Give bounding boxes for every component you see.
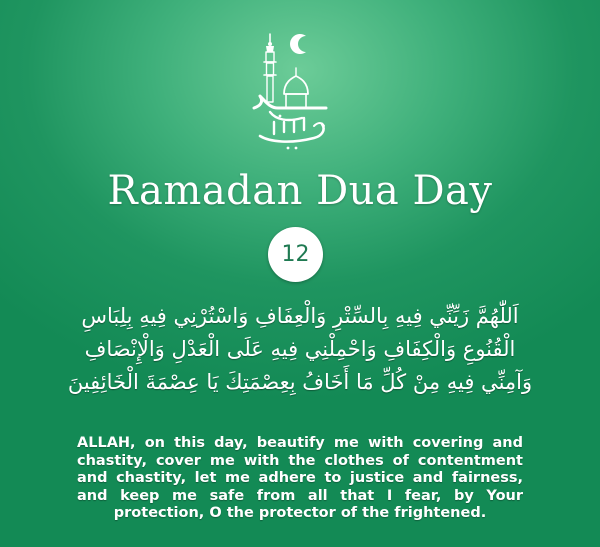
dua-translation: ALLAH, on this day, beautify me with covering and chastity, cover me with the clothes of contentment and chastity, let me adhere to justice and fairness, and keep me safe from all that I fear, by Your protection, O the protector of the frightened. [77, 435, 523, 522]
ramadan-mosque-calligraphy-icon [230, 22, 370, 162]
day-number: 12 [281, 242, 310, 267]
arabic-line: الْقُنُوعِ وَالْكِفَافِ وَاحْمِلْنِي فِيهِ عَلَى الْعَدْلِ وَالْإِنْصَافِ [84, 337, 516, 361]
day-badge [268, 227, 323, 282]
arabic-dua [60, 300, 540, 399]
page-title: Ramadan Dua Day [107, 168, 493, 214]
arabic-line: وَآمِنِّي فِيهِ مِنْ كُلِّ مَا أَخَافُ بِعِصْمَتِكَ يَا عِصْمَةَ الْخَائِفِينَ [67, 370, 533, 394]
arabic-line: اَللّٰهُمَّ زَيِّنِّي فِيهِ بِالسِّتْرِ وَالْعِفَافِ وَاسْتُرْنِي فِيهِ بِلِبَاسِ [81, 304, 519, 328]
